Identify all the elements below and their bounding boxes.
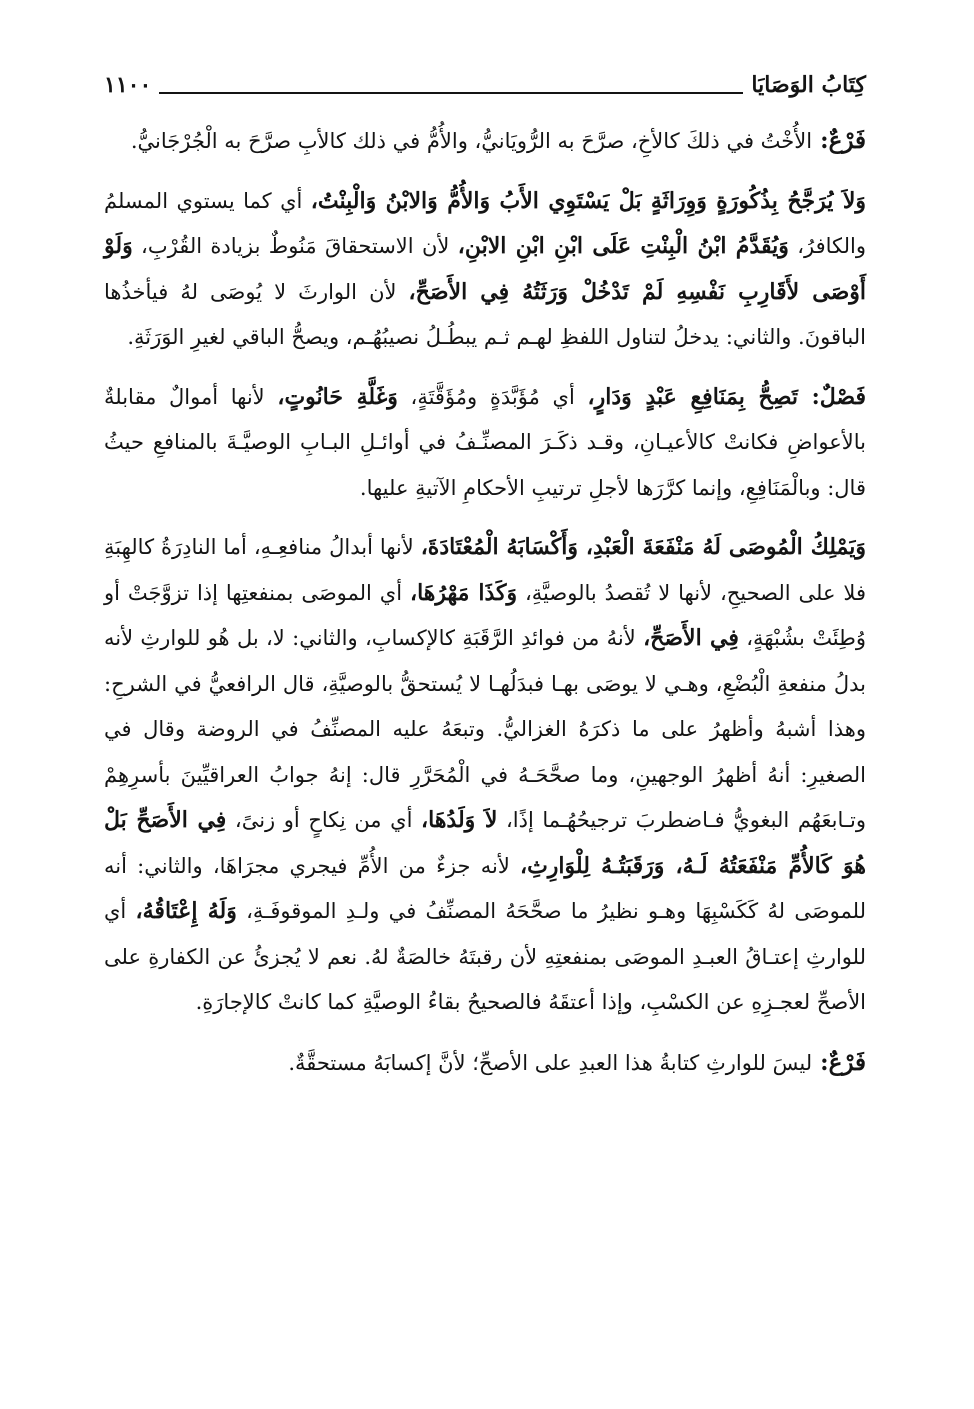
paragraph-benefits <box>104 525 866 1026</box>
paragraph-inheritance <box>104 179 866 361</box>
matn-text: وَكَذَا مَهْرُهَا، <box>409 579 518 606</box>
matn-text: وَغَلَّةِ حَانُوتٍ، <box>277 383 398 410</box>
section-label: فَرْعٌ: <box>812 1048 866 1076</box>
running-header <box>104 52 866 96</box>
page-number: ١١٠٠ <box>104 72 152 98</box>
commentary-text: أي مُؤَبَّدَةٍ ومُؤَقَّتَةٍ، <box>397 384 588 409</box>
running-header-title: كِتَابُ الوَصَايَا <box>751 72 866 98</box>
commentary-text: لأن الوارثَ لا يُوصَى لهُ فيأخذُها الباقونَ. والثاني: يدخلُ لتناول اللفظِ لهـم ثـم يبطُـلُ نصيبُهُـم، ويصحُّ الباقي لغيرِ الوَرَثَةِ. <box>104 279 866 349</box>
matn-text: فِي الأَصَحِّ، <box>643 625 739 651</box>
header-rule <box>159 92 743 94</box>
page-body <box>104 118 866 1086</box>
matn-text: لاَ وَلَدُهَا، <box>421 807 498 833</box>
section-label: فَرْعٌ: <box>812 127 866 154</box>
commentary-text: أي من نِكاحٍ أو زنىً، <box>226 808 422 832</box>
paragraph-fasl <box>104 375 866 512</box>
matn-text: وَلاَ يُرَجَّحُ بِذُكُورَةٍ وَوِرَاثَةٍ بَلْ يَسْتَوِي الأَبُ وَالأُمُّ وَالابْنُ وَالْبِنْتُ، <box>310 187 866 214</box>
commentary-text: لأنها أموالٌ مقابلةٌ بالأعواضِ فكانتْ كالأعيـانِ، وقـد ذكَـرَ المصنِّـفُ في أوائـلِ البـابِ الوصيَّـةَ بالمنافعِ حيثُ قال: وبالْمَنَافِعِ، وإنما كرَّرَها لأجلِ ترتيبِ الأحكامِ الآتيةِ عليها. <box>104 384 866 500</box>
matn-text: وَيُقَدَّمُ ابْنُ الْبِنْتِ عَلَى ابْنِ ابْنِ الابْنِ، <box>457 233 789 259</box>
matn-text: فِي الأَصَحِّ بَلْ هُوَ كَالأُمِّ مَنْفَعَتُهُ لَـهُ، وَرَقَبَتُـهُ لِلْوَارِثِ، <box>104 807 867 879</box>
commentary-text: أي للوارثِ إعتـاقُ العبـدِ الموصَى بمنفعتِهِ لأن رقبتَهُ خالصَةٌ لهُ. نعم لا يُجزئُ عن الكفارةِ على الأصحِّ لعجـزِهِ عن الكسْبِ، وإذا أعتقَهُ فالصحيحُ بقاءُ الوصيَّةِ كما كانتْ كالإجارَةِ. <box>104 899 866 1014</box>
commentary-text: الأُخْتُ في ذلكَ كالأخِ، صرَّحَ به الرُّويَانيُّ، والأُمُّ في ذلك كالأبِ صرَّحَ به الْجُرْجَانيُّ. <box>130 129 813 153</box>
commentary-text: لأنها أبدالُ منافعِـهِ، أما النادِرَةُ كالهِبَةِ فلا على الصحيحِ، لأنها لا تُقصدُ بالوصيَّةِ، <box>104 535 866 605</box>
matn-text: وَلَهُ إِعْتَاقُهُ، <box>135 898 237 924</box>
commentary-text: أي الموصَى بمنفعتِها إذا تزوَّجَتْ أو وُطِئَتْ بشُبْهَةٍ، <box>104 580 867 650</box>
paragraph-far-2 <box>104 1040 866 1087</box>
matn-text: وَلَوْ أَوْصَى لأَقَارِبِ نَفْسِهِ لَمْ تَدْخُلْ وَرَثَتُهُ فِي الأَصَحِّ، <box>104 233 866 305</box>
commentary-text: أي كما يستوي المسلمُ والكافرُ، <box>104 188 866 258</box>
commentary-text: لأنه جزءٌ من الأُمِّ فيجري مجرَاهَا، والثاني: أنه للموصَى لهُ كَكَسْبِهَا وهـو نظيرُ ما صحَّحَهُ المصنِّفُ في ولـدِ الموقوفَـةِ، <box>104 853 867 923</box>
matn-text: فَصْلٌ: تَصِحُّ بِمَنَافِعِ عَبْدٍ وَدَارٍ، <box>587 383 867 410</box>
commentary-text: لأنهُ من فوائدِ الرَّقَبَةِ كالإكسابِ، والثاني: لا، بل هُو للوارثِ لأنه بدلُ منفعةِ الْبُضْعِ، وهـي لا يوصَى بهـا فبدَلُهـا لا يُستحقُّ بالوصيَّةِ، قال الرافعيُّ في الشرحِ: وهذا أشبهُ وأظهرُ على ما ذكرَهُ الغزاليُّ. وتبعَهُ عليه المصنِّفُ في الروضة وقال في الصغيرِ: أنهُ أظهرُ الوجهينِ، وما صحَّحَـهُ في الْمُحَرَّرِ قال: إنهُ جوابُ العراقيِّينَ بأسرِهِمْ وتـابعَهُم البغويُّ فـاضطربَ ترجيحُهُـما إذًا، <box>104 626 867 832</box>
commentary-text: ليسَ للوارثِ كتابةُ هذا العبدِ على الأصحِّ؛ لأنَّ إكسابَهُ مستحقَّةٌ. <box>288 1050 813 1075</box>
commentary-text: لأن الاستحقاقَ مَنُوطٌ بزيادة القُرْبِ، <box>132 234 458 258</box>
paragraph-far-1 <box>104 118 866 165</box>
matn-text: وَيَمْلِكُ الْمُوصَى لَهُ مَنْفَعَةَ الْعَبْدِ، وَأَكْسَابَهُ الْمُعْتَادَةَ، <box>420 534 866 560</box>
